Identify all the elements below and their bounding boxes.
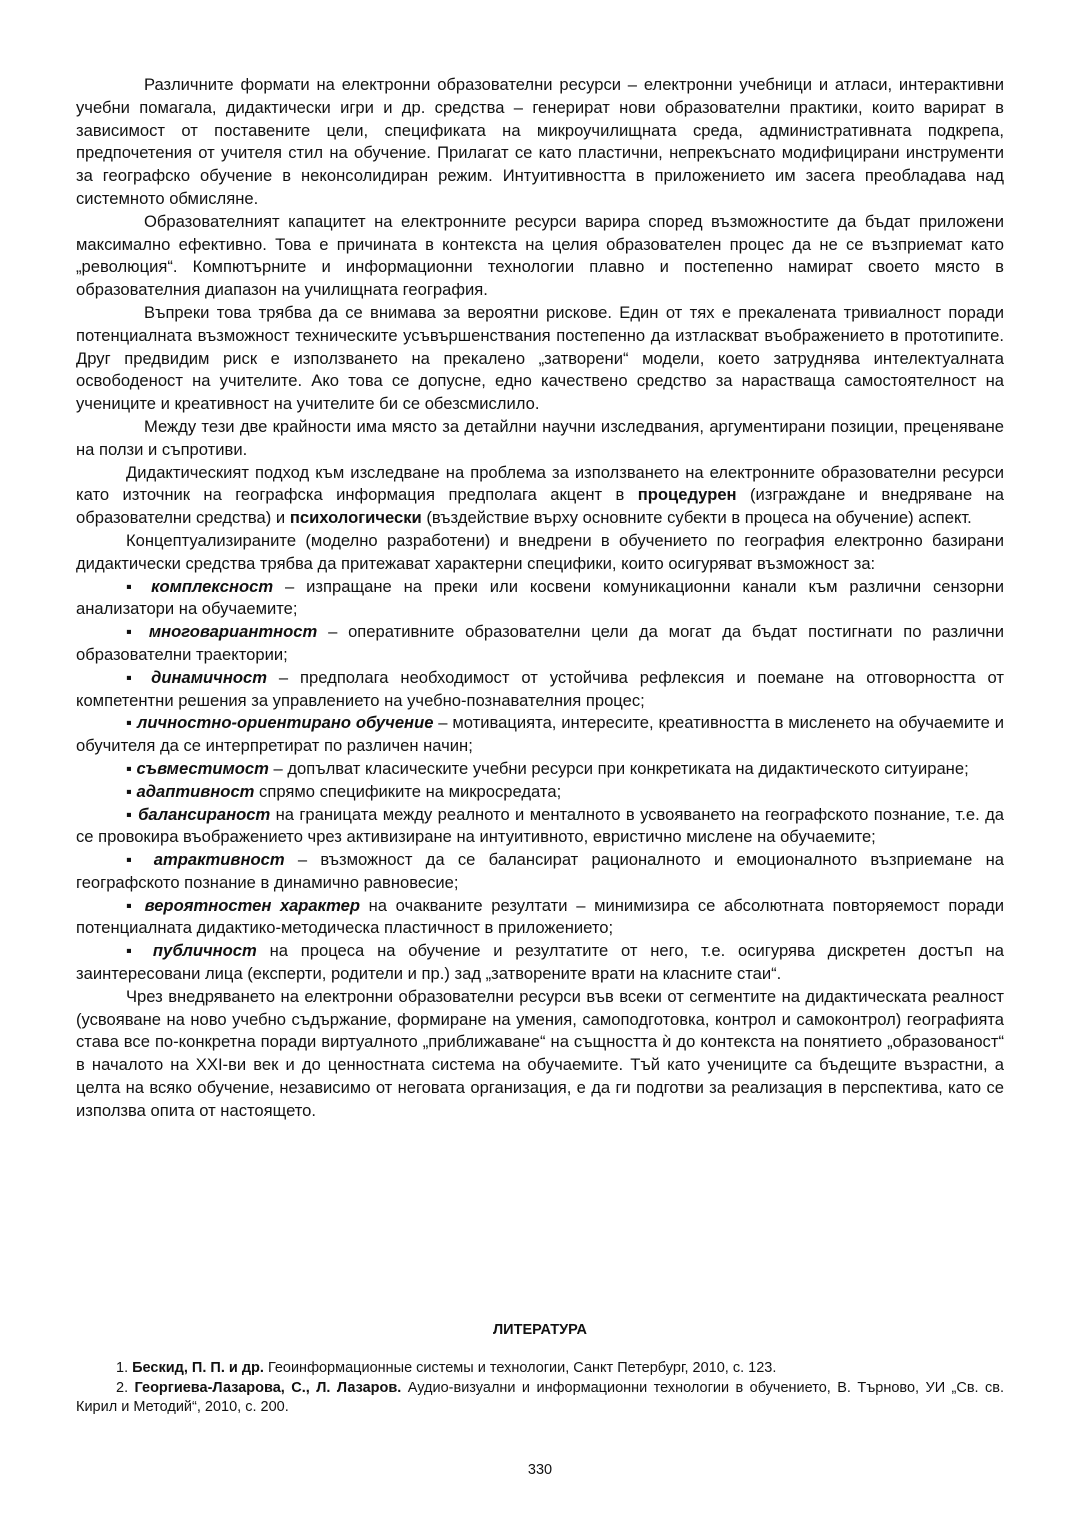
paragraph-1: Различните формати на електронни образователни ресурси – електронни учебници и атласи, интерактивни учебни помагала, дидактически игри и др. средства – генерират нови образователни практики, които варират в зависимост от поставените цели, спецификата на микроучилищната среда, административната подкрепа, предпочетения от учителя стил на обучение. Прилагат се като пластични, непрекъснато модифицирани инструменти за географско обучение в неконсолидиран режим. Интуитивността в приложението им засега преобладава над системното обмисляне. [76,75,1004,208]
bullet-term: публичност [152,941,257,961]
bullet-text: – оперативните образователни цели да могат да бъдат постигнати по различни образователни траектории; [76,622,1004,664]
emphasis-procedural: процедурен [637,485,737,505]
bullet-marker-icon: ▪ [126,758,132,778]
bullet-text: спрямо спецификите на микросредата; [254,781,562,801]
reference-authors: Бескид, П. П. и др. [132,1360,264,1376]
bullet-term: многовариантност [148,622,318,642]
bullet-item [76,940,1004,986]
emphasis-psychological: психологически [289,508,422,528]
bullet-text: – мотивацията, интересите, креативността в мисленето на обучаемите и обучителя да се интерпретират по различен начин; [76,713,1004,756]
bullet-text: – изпращане на преки или косвени комуникационни канали към различни сензорни анализатори на обучаемите; [76,576,1004,619]
paragraph-6: Концептуализираните (моделно разработени) и внедрени в обучението по география електронно базирани дидактически средства трябва да притежават характерни специфики, които осигуряват възможност за: [76,530,1004,573]
bullet-marker-icon: ▪ [126,895,136,915]
reference-item [76,1359,1004,1379]
bullet-term: балансираност [138,804,271,824]
literature-heading: ЛИТЕРАТУРА [492,1322,588,1338]
bullet-text: – предполага необходимост от устойчива рефлексия и поемане на отговорността от компетентни решения за управлението на учебно-познавателния процес; [76,667,1004,710]
bullet-item [76,781,1004,804]
bullet-term: динамичност [151,667,267,687]
bullet-marker-icon: ▪ [126,622,139,642]
reference-number: 1. [116,1360,129,1376]
page-number: 330 [527,1462,553,1478]
bullet-term: вероятностен характер [144,895,360,915]
reference-text: Аудио-визуални и информационни технологии в обучението, В. Търново, УИ „Св. св. Кирил и Методий“, 2010, с. 200. [76,1379,1004,1415]
bullet-term: комплексност [151,576,274,596]
main-text [76,74,1004,1123]
reference-text: Геоинформационные системы и технологии, Санкт Петербург, 2010, с. 123. [263,1360,777,1376]
bullet-item [76,895,1004,941]
paragraph-5-text: (изграждане и внедряване на образователни средства) и [76,485,1004,528]
paragraph-5-text: (въздействие върху основните субекти в процеса на обучение) аспект. [421,508,972,528]
bullet-marker-icon: ▪ [126,667,140,687]
bullet-marker-icon: ▪ [126,804,133,824]
bullet-text: на очакваните резултати – минимизира се абсолютната повторяемост поради потенциалната дидактико-методическа пластичност в приложението; [76,895,1004,938]
bullet-item [76,667,1004,713]
bullet-marker-icon: ▪ [126,576,140,596]
reference-number: 2. [116,1379,129,1396]
bullet-term: личностно-ориентирано обучение [137,713,434,733]
reference-list [76,1359,1004,1418]
paragraph-3: Въпреки това трябва да се внимава за вероятни рискове. Един от тях е прекалената тривиалност поради потенциалната възможност техническите усъвършенствания постепенно да изтласкват въображението в прототипите. Друг предвидим риск е използването на прекалено „затворени“ модели, което затруднява интелектуалната освободеност на учителите. Ако това се допусне, едно качествено средство за нарастваща самостоятелност на учениците и креативност на учителите би се обезсмислило. [76,302,1004,414]
bullet-item [76,804,1004,850]
bullet-marker-icon: ▪ [126,850,141,870]
bullet-marker-icon: ▪ [126,781,132,801]
bullet-text: на процеса на обучение и резултатите от него, т.е. осигурява дискретен достъп на заинтересовани лица (експерти, родители и пр.) зад „затворените врати на класните стаи“. [76,941,1004,984]
bullet-term: атрактивност [153,850,285,870]
bullet-text: на границата между реалното и менталното в усвояването на географското познание, т.е. да се провокира въображението чрез активизиране на интуитивното, евристично мислене на обучаемите; [76,804,1004,847]
bullet-item [76,849,1004,895]
bullet-text: – възможност да се балансират рационалното и емоционалното възприемане на географското познание в динамично равновесие; [76,850,1004,892]
paragraph-4: Между тези две крайности има място за детайлни научни изследвания, аргументирани позиции, преценяване на ползи и съпротиви. [76,416,1004,459]
reference-authors: Георгиева-Лазарова, С., Л. Лазаров. [134,1379,402,1396]
bullet-term: съвместимост [136,758,269,778]
paragraph-5-text: Дидактическият подход към изследване на проблема за използването на електронните образователни ресурси като източник на географска информация предполага акцент в [76,462,1004,505]
bullet-marker-icon: ▪ [126,713,133,733]
paragraph-2: Образователният капацитет на електронните ресурси варира според възможностите да бъдат приложени максимално ефективно. Това е причината в контекста на целия образователен процес да не се възприемат като „революция“. Компютърните и информационни технологии плавно и постепенно намират своето място в образователния диапазон на училищната география. [76,211,1004,300]
reference-item [76,1379,1004,1418]
bullet-item [76,712,1004,758]
bullet-item [76,576,1004,622]
paragraph-7: Чрез внедряването на електронни образователни ресурси във всеки от сегментите на дидактическата реалност (усвояване на ново учебно съдържание, формиране на умения, самоподготовка, контрол и самоконтрол) географията става все по-конкретна поради виртуалното „приближаване“ на същността ѝ до контекста на понятието „образованост“ в началото на XXI-ви век и до ценностната система на обучаемите. Тъй като учениците са бъдещите възрастни, а целта на всяко обучение, независимо от неговата организация, е да ги подготви за реализация в перспектива, като се използва опита от настоящето. [76,986,1004,1120]
bullet-marker-icon: ▪ [126,941,141,961]
bullet-item [76,621,1004,667]
bullet-item [76,758,1004,781]
bullet-text: – допълват класическите учебни ресурси при конкретиката на дидактическото ситуиране; [268,758,969,778]
paragraph-5 [76,462,1004,530]
bullet-term: адаптивност [136,781,255,801]
